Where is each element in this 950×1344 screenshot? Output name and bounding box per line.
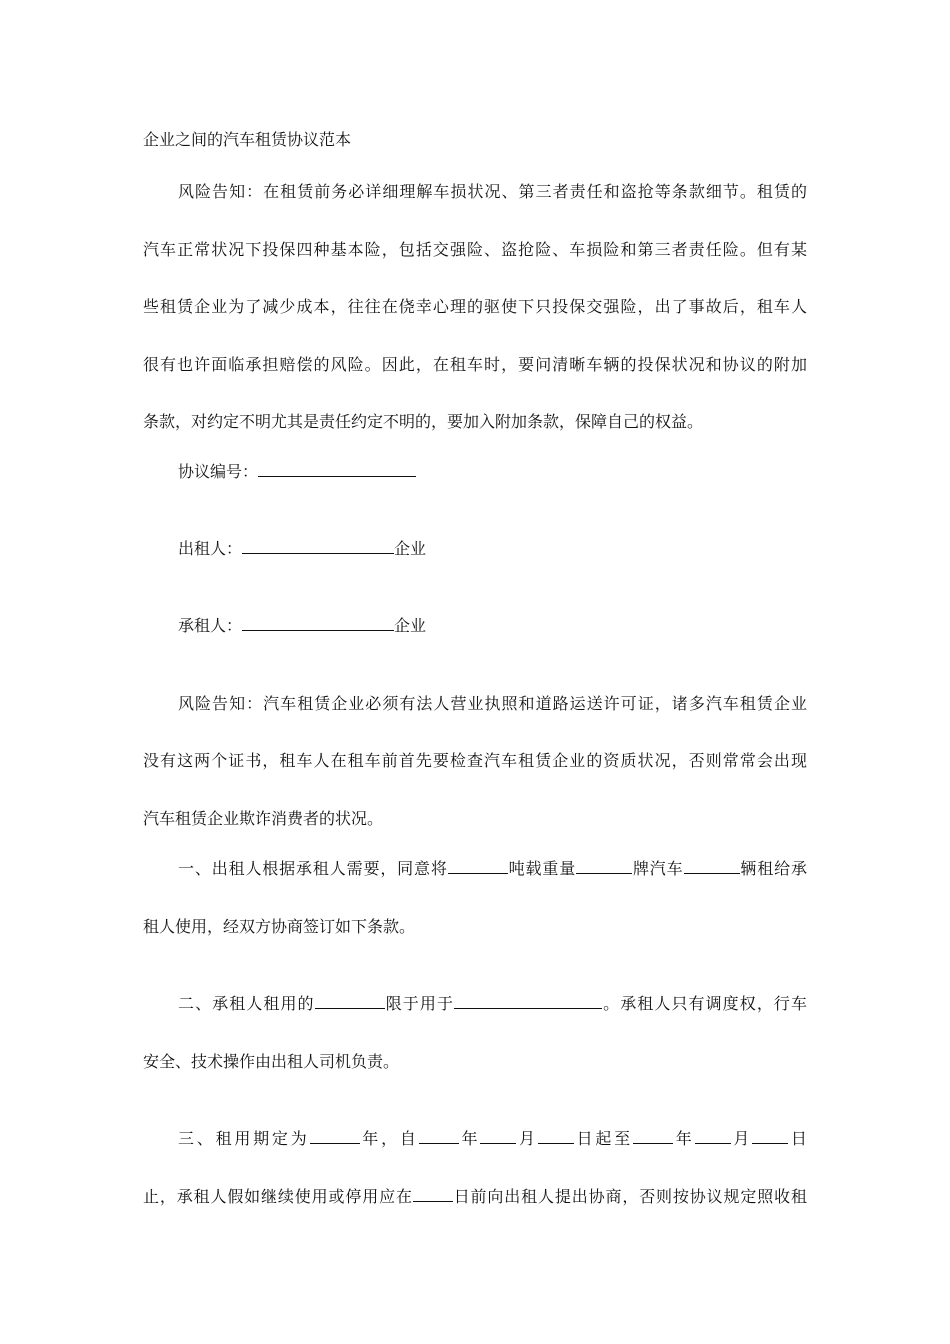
clause-1-text-d: 辆租给承 xyxy=(739,859,807,878)
risk-notice-1-line-5: 条款，对约定不明尤其是责任约定不明的，要加入附加条款，保障自己的权益。 xyxy=(143,412,704,431)
usage-purpose-blank xyxy=(454,994,602,1009)
lessor-label: 出租人： xyxy=(178,539,243,558)
clause-3-from: ，自 xyxy=(381,1129,419,1148)
lessor-suffix: 企业 xyxy=(394,539,427,558)
clause-3-end-month-label: 月 xyxy=(730,1129,753,1148)
start-year-blank xyxy=(419,1129,459,1144)
risk-notice-1-line-4: 很有也许面临承担赔偿的风险。因此，在租车时，要问清晰车辆的投保状况和协议的附加 xyxy=(143,355,807,374)
clause-3-text-a: 三、租用期定为 xyxy=(178,1129,310,1148)
notice-days-blank xyxy=(413,1187,453,1202)
start-day-blank xyxy=(538,1129,574,1144)
risk-notice-2-line-2: 没有这两个证书，租车人在租车前首先要检查汽车租赁企业的资质状况，否则常常会出现 xyxy=(143,751,807,770)
end-year-blank xyxy=(633,1129,673,1144)
risk-notice-2-line-3: 汽车租赁企业欺诈消费者的状况。 xyxy=(143,809,384,828)
rented-item-blank xyxy=(315,994,385,1009)
clause-3-start-year-label: 年 xyxy=(458,1129,481,1148)
clause-3-text-line2b: 日前向出租人提出协商，否则按协议规定照收租 xyxy=(452,1187,807,1206)
agreement-number-blank xyxy=(258,462,416,477)
document-title: 企业之间的汽车租赁协议范本 xyxy=(143,130,352,149)
lessee-name-blank xyxy=(242,616,394,631)
clause-1-line-1 xyxy=(178,858,807,880)
clause-3-start-day-label: 日起至 xyxy=(573,1129,633,1148)
vehicle-count-blank xyxy=(684,859,740,874)
clause-1-text-c: 牌汽车 xyxy=(632,859,684,878)
agreement-number-label: 协议编号： xyxy=(178,462,259,481)
clause-3-end-year-label: 年 xyxy=(672,1129,695,1148)
tonnage-blank xyxy=(448,859,508,874)
clause-3-end-day-label: 日 xyxy=(788,1129,807,1148)
term-years-blank xyxy=(310,1129,360,1144)
brand-blank xyxy=(576,859,632,874)
agreement-number-row xyxy=(178,461,807,483)
clause-2-text-c: 。承租人只有调度权，行车 xyxy=(602,994,807,1013)
risk-notice-2-line-1: 风险告知：汽车租赁企业必须有法人营业执照和道路运送许可证，诸多汽车租赁企业 xyxy=(178,694,807,713)
risk-notice-1-line-1: 风险告知：在租赁前务必详细理解车损状况、第三者责任和盗抢等条款细节。租赁的 xyxy=(178,182,807,201)
clause-2-text-a: 二、承租人租用的 xyxy=(178,994,315,1013)
risk-notice-1-line-3: 些租赁企业为了减少成本，往往在侥幸心理的驱使下只投保交强险，出了事故后，租车人 xyxy=(143,297,807,316)
lessee-label: 承租人： xyxy=(178,616,243,635)
clause-2-line-1 xyxy=(178,993,807,1015)
clause-1-line-2: 租人使用，经双方协商签订如下条款。 xyxy=(143,917,416,936)
clause-2-line-2: 安全、技术操作由出租人司机负责。 xyxy=(143,1052,400,1071)
lessee-row xyxy=(178,615,807,637)
clause-3-start-month-label: 月 xyxy=(516,1129,538,1148)
clause-3-line-1 xyxy=(178,1128,807,1150)
clause-3-year-unit: 年 xyxy=(359,1129,382,1148)
end-day-blank xyxy=(752,1129,788,1144)
lessee-suffix: 企业 xyxy=(394,616,427,635)
clause-1-text-a: 一、出租人根据承租人需要，同意将 xyxy=(178,859,448,878)
clause-3-text-line2a: 止，承租人假如继续使用或停用应在 xyxy=(143,1187,413,1206)
lessor-name-blank xyxy=(242,539,394,554)
clause-2-text-b: 限于用于 xyxy=(384,994,455,1013)
clause-3-line-2 xyxy=(143,1186,807,1208)
lessor-row xyxy=(178,538,807,560)
clause-1-text-b: 吨载重量 xyxy=(507,859,577,878)
start-month-blank xyxy=(480,1129,516,1144)
risk-notice-1-line-2: 汽车正常状况下投保四种基本险，包括交强险、盗抢险、车损险和第三者责任险。但有某 xyxy=(143,240,807,259)
end-month-blank xyxy=(695,1129,731,1144)
